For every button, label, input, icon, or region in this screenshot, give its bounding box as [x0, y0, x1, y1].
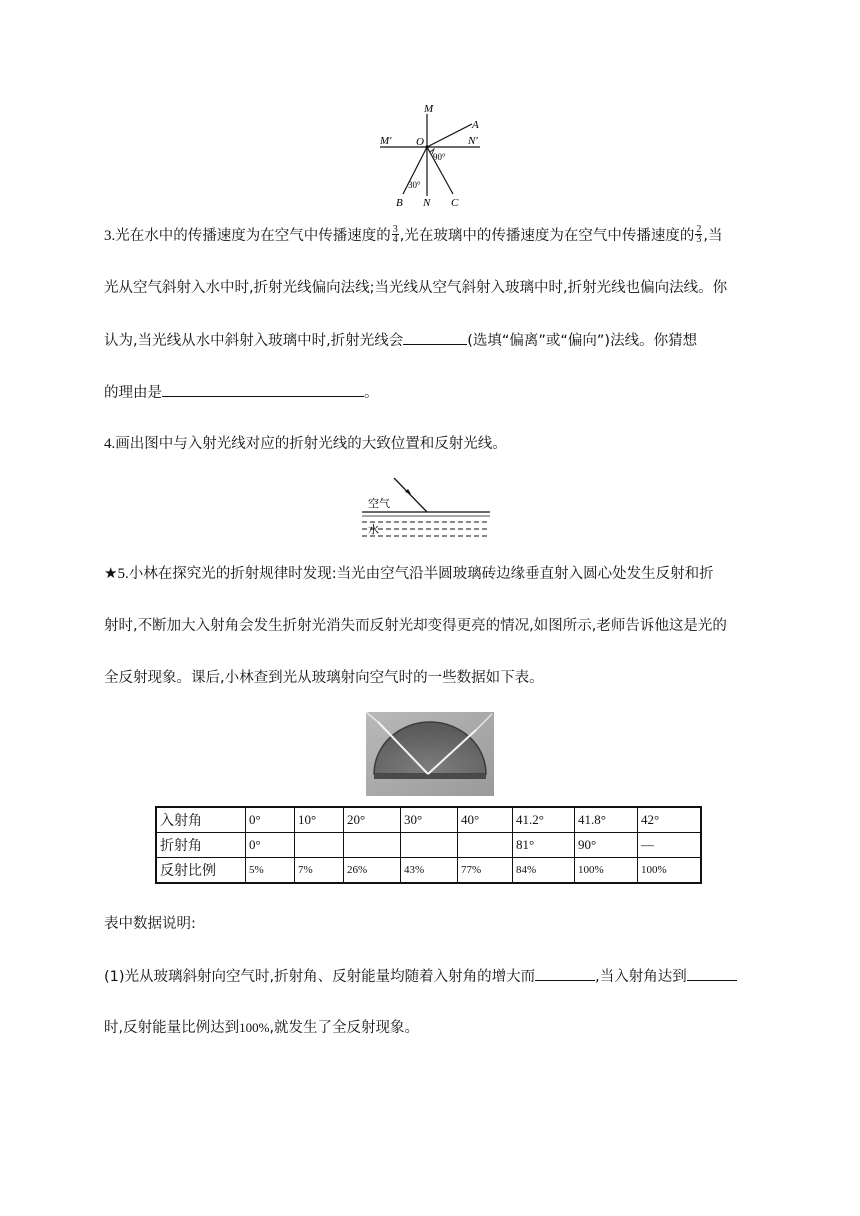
- q4-text: 画出图中与入射光线对应的折射光线的大致位置和反射光线。: [115, 436, 507, 452]
- explain-line-1-a: (1)光从玻璃斜射向空气时,折射角、反射能量均随着入射角的增大而: [104, 969, 536, 985]
- table-row: [156, 858, 701, 884]
- label-c: C: [451, 197, 459, 209]
- table-cell: 42°: [638, 807, 702, 833]
- table-row-header: 反射比例: [156, 858, 246, 884]
- table-cell: —: [638, 833, 702, 858]
- explain-line-2-num: 100%: [239, 1020, 270, 1035]
- table-cell: 100%: [575, 858, 638, 884]
- table-cell: 20°: [344, 807, 401, 833]
- air-water-diagram: [360, 472, 496, 544]
- label-angle-30: 30°: [408, 180, 421, 190]
- q5-number: ★5.: [104, 566, 129, 582]
- table-cell: [458, 833, 513, 858]
- table-cell: 5%: [246, 858, 295, 884]
- q3-line-3: [104, 330, 697, 351]
- label-water: 水: [368, 523, 379, 536]
- label-n: N: [423, 197, 431, 209]
- q3-line-4-b: 。: [364, 385, 379, 401]
- explain-line-2-b: ,就发生了全反射现象。: [269, 1020, 420, 1036]
- table-cell: 90°: [575, 833, 638, 858]
- table-cell: 84%: [513, 858, 575, 884]
- q3-line-3-b: (选填“偏离”或“偏向”)法线。你猜想: [467, 333, 698, 349]
- table-row: [156, 833, 701, 858]
- q5-line-1: [104, 564, 714, 584]
- label-a: A: [472, 119, 479, 131]
- q3-answer-blank-2[interactable]: [162, 382, 364, 397]
- label-m: M: [424, 103, 434, 115]
- q5-line-3: 全反射现象。课后,小林查到光从玻璃射向空气时的一些数据如下表。: [104, 670, 544, 686]
- table-cell: 26%: [344, 858, 401, 884]
- semicircle-glass-photo: [366, 712, 494, 796]
- table-cell: 77%: [458, 858, 513, 884]
- table-cell: 43%: [401, 858, 458, 884]
- table-cell: 0°: [246, 833, 295, 858]
- q5-line-1-text: 小林在探究光的折射规律时发现:当光由空气沿半圆玻璃砖边缘垂直射入圆心处发生反射和折: [128, 566, 714, 582]
- table-cell: [295, 833, 344, 858]
- q5-line-2: 射时,不断加大入射角会发生折射光消失而反射光却变得更亮的情况,如图所示,老师告诉他这是光的: [104, 618, 727, 634]
- table-row: [156, 807, 701, 833]
- table-cell: [401, 833, 458, 858]
- table-cell: 30°: [401, 807, 458, 833]
- fraction-2-3: $\frac{2}{3}$: [696, 223, 702, 245]
- q3-line-2: 光从空气斜射入水中时,折射光线偏向法线;当光线从空气斜射入玻璃中时,折射光线也偏向法线。你: [104, 280, 728, 296]
- label-air: 空气: [368, 497, 390, 510]
- reflection-refraction-diagram: [370, 98, 490, 210]
- q4-line: [104, 434, 507, 454]
- table-cell: 10°: [295, 807, 344, 833]
- table-cell: [344, 833, 401, 858]
- table-cell: 41.8°: [575, 807, 638, 833]
- fraction-3-4: $\frac{3}{4}$: [392, 223, 398, 245]
- explain-answer-blank-2[interactable]: [687, 966, 737, 981]
- q3-line-4: [104, 382, 379, 403]
- explain-line-1: [104, 966, 737, 987]
- q3-answer-blank-1[interactable]: [403, 330, 467, 345]
- q3-text-c: ,当: [703, 228, 723, 244]
- q3-line-3-a: 认为,当光线从水中斜射入玻璃中时,折射光线会: [104, 333, 404, 349]
- table-cell: 0°: [246, 807, 295, 833]
- table-cell: 81°: [513, 833, 575, 858]
- table-cell: 40°: [458, 807, 513, 833]
- q4-number: 4.: [104, 436, 116, 452]
- table-row-header: 入射角: [156, 807, 246, 833]
- explain-answer-blank-1[interactable]: [535, 966, 595, 981]
- label-angle-90: 90°: [433, 152, 446, 162]
- label-b: B: [396, 197, 403, 209]
- explain-line-1-b: ,当入射角达到: [595, 969, 687, 985]
- q3-line-1: [104, 223, 723, 246]
- explain-title: 表中数据说明:: [104, 916, 196, 932]
- q3-text-a: 光在水中的传播速度为在空气中传播速度的: [115, 228, 391, 244]
- explain-line-2-a: 时,反射能量比例达到: [104, 1020, 240, 1036]
- q3-text-b: ,光在玻璃中的传播速度为在空气中传播速度的: [399, 228, 695, 244]
- table-cell: 100%: [638, 858, 702, 884]
- label-o: O: [416, 136, 424, 148]
- q3-line-4-a: 的理由是: [104, 385, 162, 401]
- q3-number: 3.: [104, 228, 116, 244]
- explain-line-2: [104, 1018, 419, 1038]
- table-row-header: 折射角: [156, 833, 246, 858]
- table-cell: 7%: [295, 858, 344, 884]
- data-table: [155, 806, 702, 884]
- label-m-prime: M′: [380, 135, 392, 147]
- label-n-prime: N′: [468, 135, 478, 147]
- table-cell: 41.2°: [513, 807, 575, 833]
